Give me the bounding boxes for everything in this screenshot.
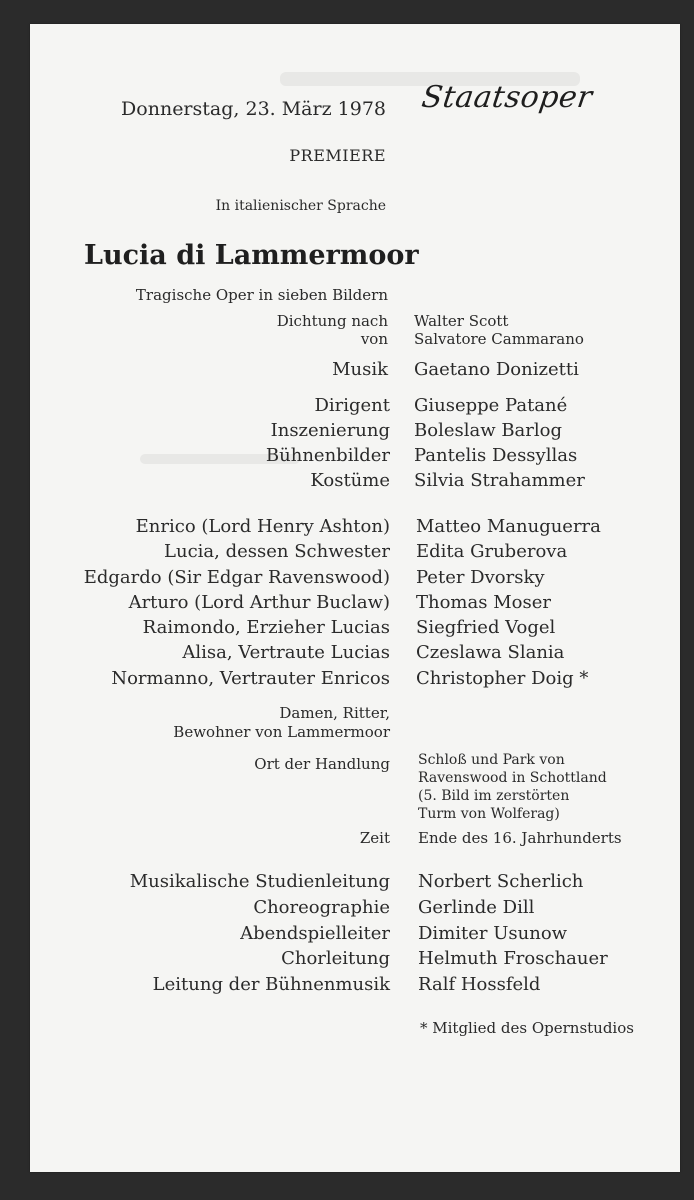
- libretto-label-2: von: [360, 330, 388, 348]
- music-label: Musik: [332, 359, 388, 380]
- cast-role: Arturo (Lord Arthur Buclaw): [128, 592, 390, 613]
- staff-value: Norbert Scherlich: [418, 871, 584, 892]
- production-value: Pantelis Dessyllas: [414, 445, 578, 466]
- staff-row: [30, 871, 680, 895]
- time-label: Zeit: [359, 829, 390, 847]
- cast-role: Edgardo (Sir Edgar Ravenswood): [83, 567, 390, 588]
- production-label: Kostüme: [310, 470, 390, 491]
- production-row: [30, 420, 680, 444]
- production-row: [30, 395, 680, 419]
- libretto-value-1: Walter Scott: [414, 312, 509, 330]
- cast-role: Alisa, Vertraute Lucias: [182, 642, 390, 663]
- setting-line: Turm von Wolferag): [418, 806, 560, 822]
- cast-singer: Siegfried Vogel: [416, 617, 556, 638]
- cast-singer: Peter Dvorsky: [416, 567, 545, 588]
- staatsoper-logo: Staatsoper: [419, 80, 595, 115]
- staff-label: Abendspielleiter: [240, 923, 390, 944]
- time-value: Ende des 16. Jahrhunderts: [418, 829, 622, 847]
- libretto-value-2: Salvatore Cammarano: [414, 330, 584, 348]
- music-value: Gaetano Donizetti: [414, 359, 579, 380]
- cast-singer: Czeslawa Slania: [416, 642, 565, 663]
- production-value: Giuseppe Patané: [414, 395, 568, 416]
- program-sheet: [30, 24, 680, 1172]
- chorus-line-2: Bewohner von Lammermoor: [173, 723, 390, 741]
- cast-row: [30, 567, 680, 591]
- setting-text: [418, 751, 607, 823]
- cast-row: [30, 516, 680, 540]
- setting-label: Ort der Handlung: [254, 755, 390, 773]
- staff-label: Musikalische Studienleitung: [129, 871, 390, 892]
- staff-label: Chorleitung: [281, 948, 390, 969]
- staff-row: [30, 897, 680, 921]
- performance-date: Donnerstag, 23. März 1978: [121, 98, 386, 120]
- cast-row: [30, 592, 680, 616]
- production-row: [30, 470, 680, 494]
- cast-singer: Edita Gruberova: [416, 541, 568, 562]
- staff-row: [30, 923, 680, 947]
- chorus-line-1: Damen, Ritter,: [279, 704, 390, 722]
- production-value: Silvia Strahammer: [414, 470, 585, 491]
- footnote: * Mitglied des Opernstudios: [420, 1019, 634, 1037]
- staff-row: [30, 948, 680, 972]
- cast-singer: Thomas Moser: [416, 592, 551, 613]
- cast-singer: Christopher Doig *: [416, 668, 589, 689]
- cast-singer: Matteo Manuguerra: [416, 516, 601, 537]
- libretto-label-1: Dichtung nach: [276, 312, 388, 330]
- staff-value: Dimiter Usunow: [418, 923, 568, 944]
- staff-value: Ralf Hossfeld: [418, 974, 541, 995]
- production-row: [30, 445, 680, 469]
- cast-row: [30, 617, 680, 641]
- production-value: Boleslaw Barlog: [414, 420, 563, 441]
- production-label: Dirigent: [314, 395, 390, 416]
- setting-line: Ravenswood in Schottland: [418, 770, 607, 786]
- setting-line: (5. Bild im zerstörten: [418, 788, 570, 804]
- opera-subtitle: Tragische Oper in sieben Bildern: [135, 286, 388, 304]
- setting-line: Schloß und Park von: [418, 752, 565, 768]
- cast-role: Enrico (Lord Henry Ashton): [135, 516, 390, 537]
- staff-value: Gerlinde Dill: [418, 897, 535, 918]
- staff-label: Leitung der Bühnenmusik: [152, 974, 390, 995]
- staff-label: Choreographie: [253, 897, 390, 918]
- cast-role: Raimondo, Erzieher Lucias: [142, 617, 390, 638]
- production-label: Bühnenbilder: [265, 445, 390, 466]
- cast-row: [30, 668, 680, 692]
- production-label: Inszenierung: [270, 420, 390, 441]
- language-note: In italienischer Sprache: [215, 198, 386, 214]
- staff-value: Helmuth Froschauer: [418, 948, 608, 969]
- cast-row: [30, 541, 680, 565]
- opera-title: Lucia di Lammermoor: [84, 240, 419, 271]
- cast-role: Lucia, dessen Schwester: [164, 541, 390, 562]
- cast-row: [30, 642, 680, 666]
- staff-row: [30, 974, 680, 998]
- cast-role: Normanno, Vertrauter Enricos: [111, 668, 390, 689]
- premiere-label: PREMIERE: [289, 146, 386, 165]
